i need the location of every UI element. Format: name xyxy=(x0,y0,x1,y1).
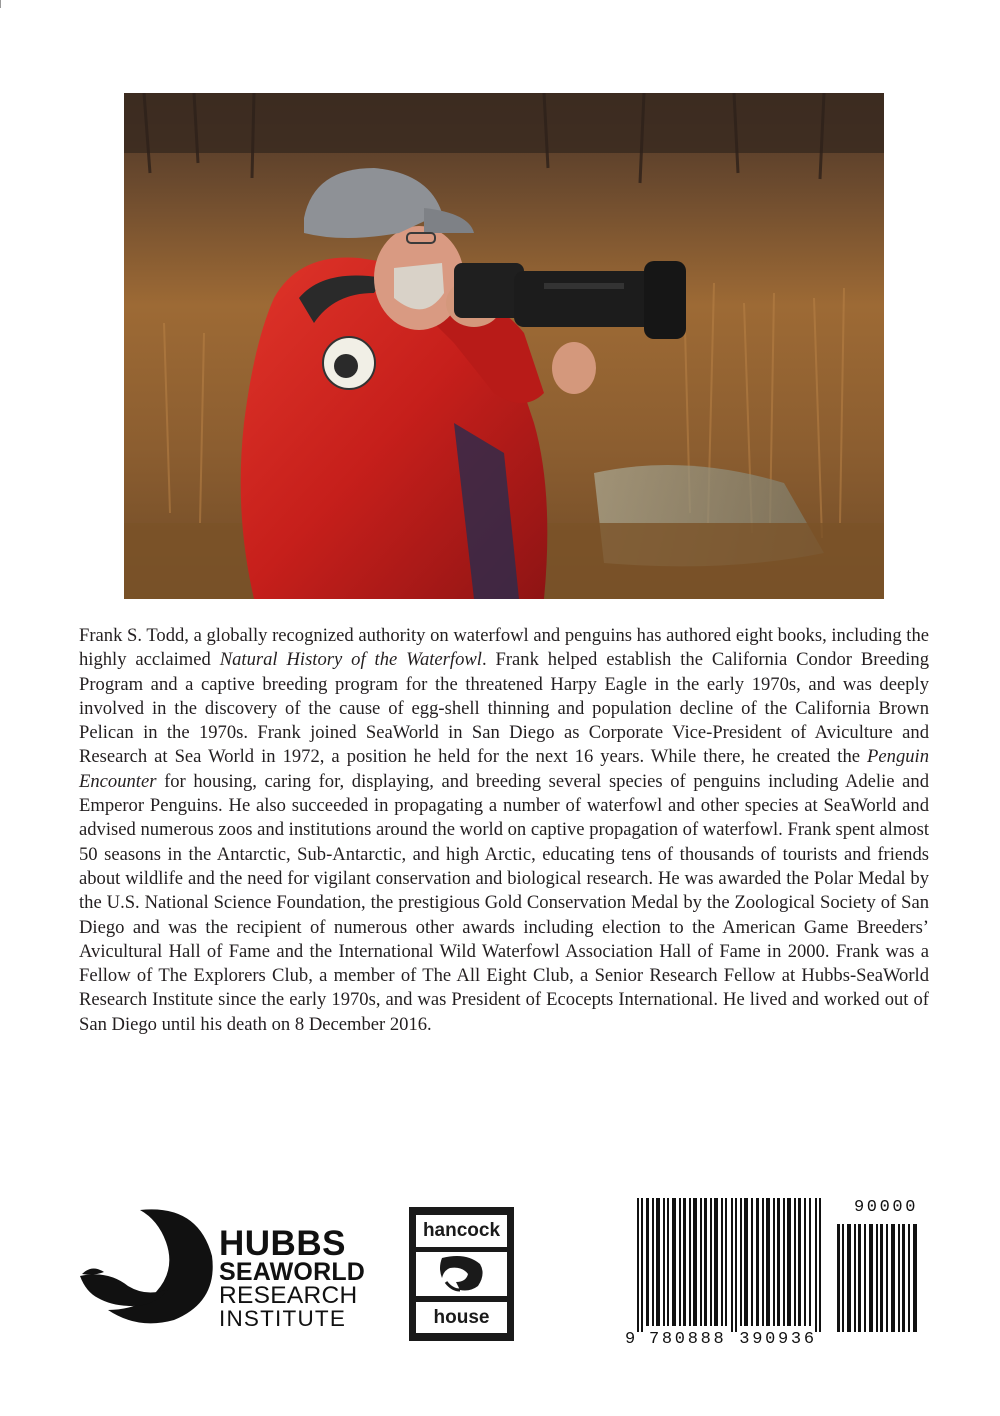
barcode-lead-digit: 9 xyxy=(625,1330,637,1349)
institute-name-line: INSTITUTE xyxy=(219,1306,347,1331)
hubbs-name-line: HUBBS xyxy=(219,1224,346,1263)
author-photo xyxy=(124,93,884,599)
hubbs-seaworld-logo xyxy=(78,1206,368,1331)
barcode-price-addon: 90000 xyxy=(854,1198,919,1217)
barcode-bars xyxy=(625,1198,925,1332)
whale-tail-bird-icon xyxy=(78,1206,218,1324)
research-name-line: RESEARCH xyxy=(219,1282,358,1309)
page-corner-mark xyxy=(0,0,1,8)
hancock-label: hancock xyxy=(416,1215,507,1247)
bio-text-part-3: for housing, caring for, displaying, and breeding several species of penguins including Adelie and Emperor Penguins. He also succeeded in propagating a number of waterfowl and other species at SeaWorld and advised numerous zoos and institutions around the world on captive propagation of waterfowl. Frank spent almost 50 seasons in the Antarctic, Sub-Antarctic, and high Arctic, educating tens of thousands of tourists and friends about wildlife and the need for vigilant conservation and biological research. He was awarded the Polar Medal by the U.S. National Science Foundation, the prestigious Gold Conservation Medal by the Zoological Society of San Diego and was the recipient of numerous other awards including election to the American Game Breeders’ Avicultural Hall of Fame and the International Wild Waterfowl Association Hall of Fame in 2000. Frank was a Fellow of The Explorers Club, a member of The All Eight Club, a Senior Research Fellow at Hubbs-SeaWorld Research Institute since the early 1970s, and was President of Ecocepts International. He lived and worked out of San Diego until his death on 8 December 2016. xyxy=(79,770,929,1035)
bio-text-part-1: Frank S. Todd, a globally recognized authority on waterfowl and penguins has authored eight books, including the highly acclaimed xyxy=(79,625,929,671)
hancock-house-logo xyxy=(409,1207,514,1341)
author-biography xyxy=(79,624,929,1037)
seaworld-name-line: SEAWORLD xyxy=(219,1258,366,1286)
bio-text-part-2: . Frank helped establish the California Condor Breeding Program and a captive breeding program for the threatened Harpy Eagle in the early 1970s, and was deeply involved in the discovery of the cause of egg-shell thinning and population decline of the California Brown Pelican in the 1970s. Frank joined SeaWorld in San Diego as Corporate Vice-President of Aviculture and Research at Sea World in 1972, a position he held for the next 16 years. While there, he created the xyxy=(79,649,930,768)
house-label: house xyxy=(416,1302,507,1333)
exhibit-name: Penguin Encounter xyxy=(79,746,929,792)
barcode-isbn-digits: 780888 390936 xyxy=(649,1330,817,1349)
book-title: Natural History of the Waterfowl xyxy=(219,649,482,671)
isbn-barcode xyxy=(625,1198,925,1360)
eagle-head-icon xyxy=(416,1252,507,1296)
author-photo-illustration xyxy=(124,93,884,599)
